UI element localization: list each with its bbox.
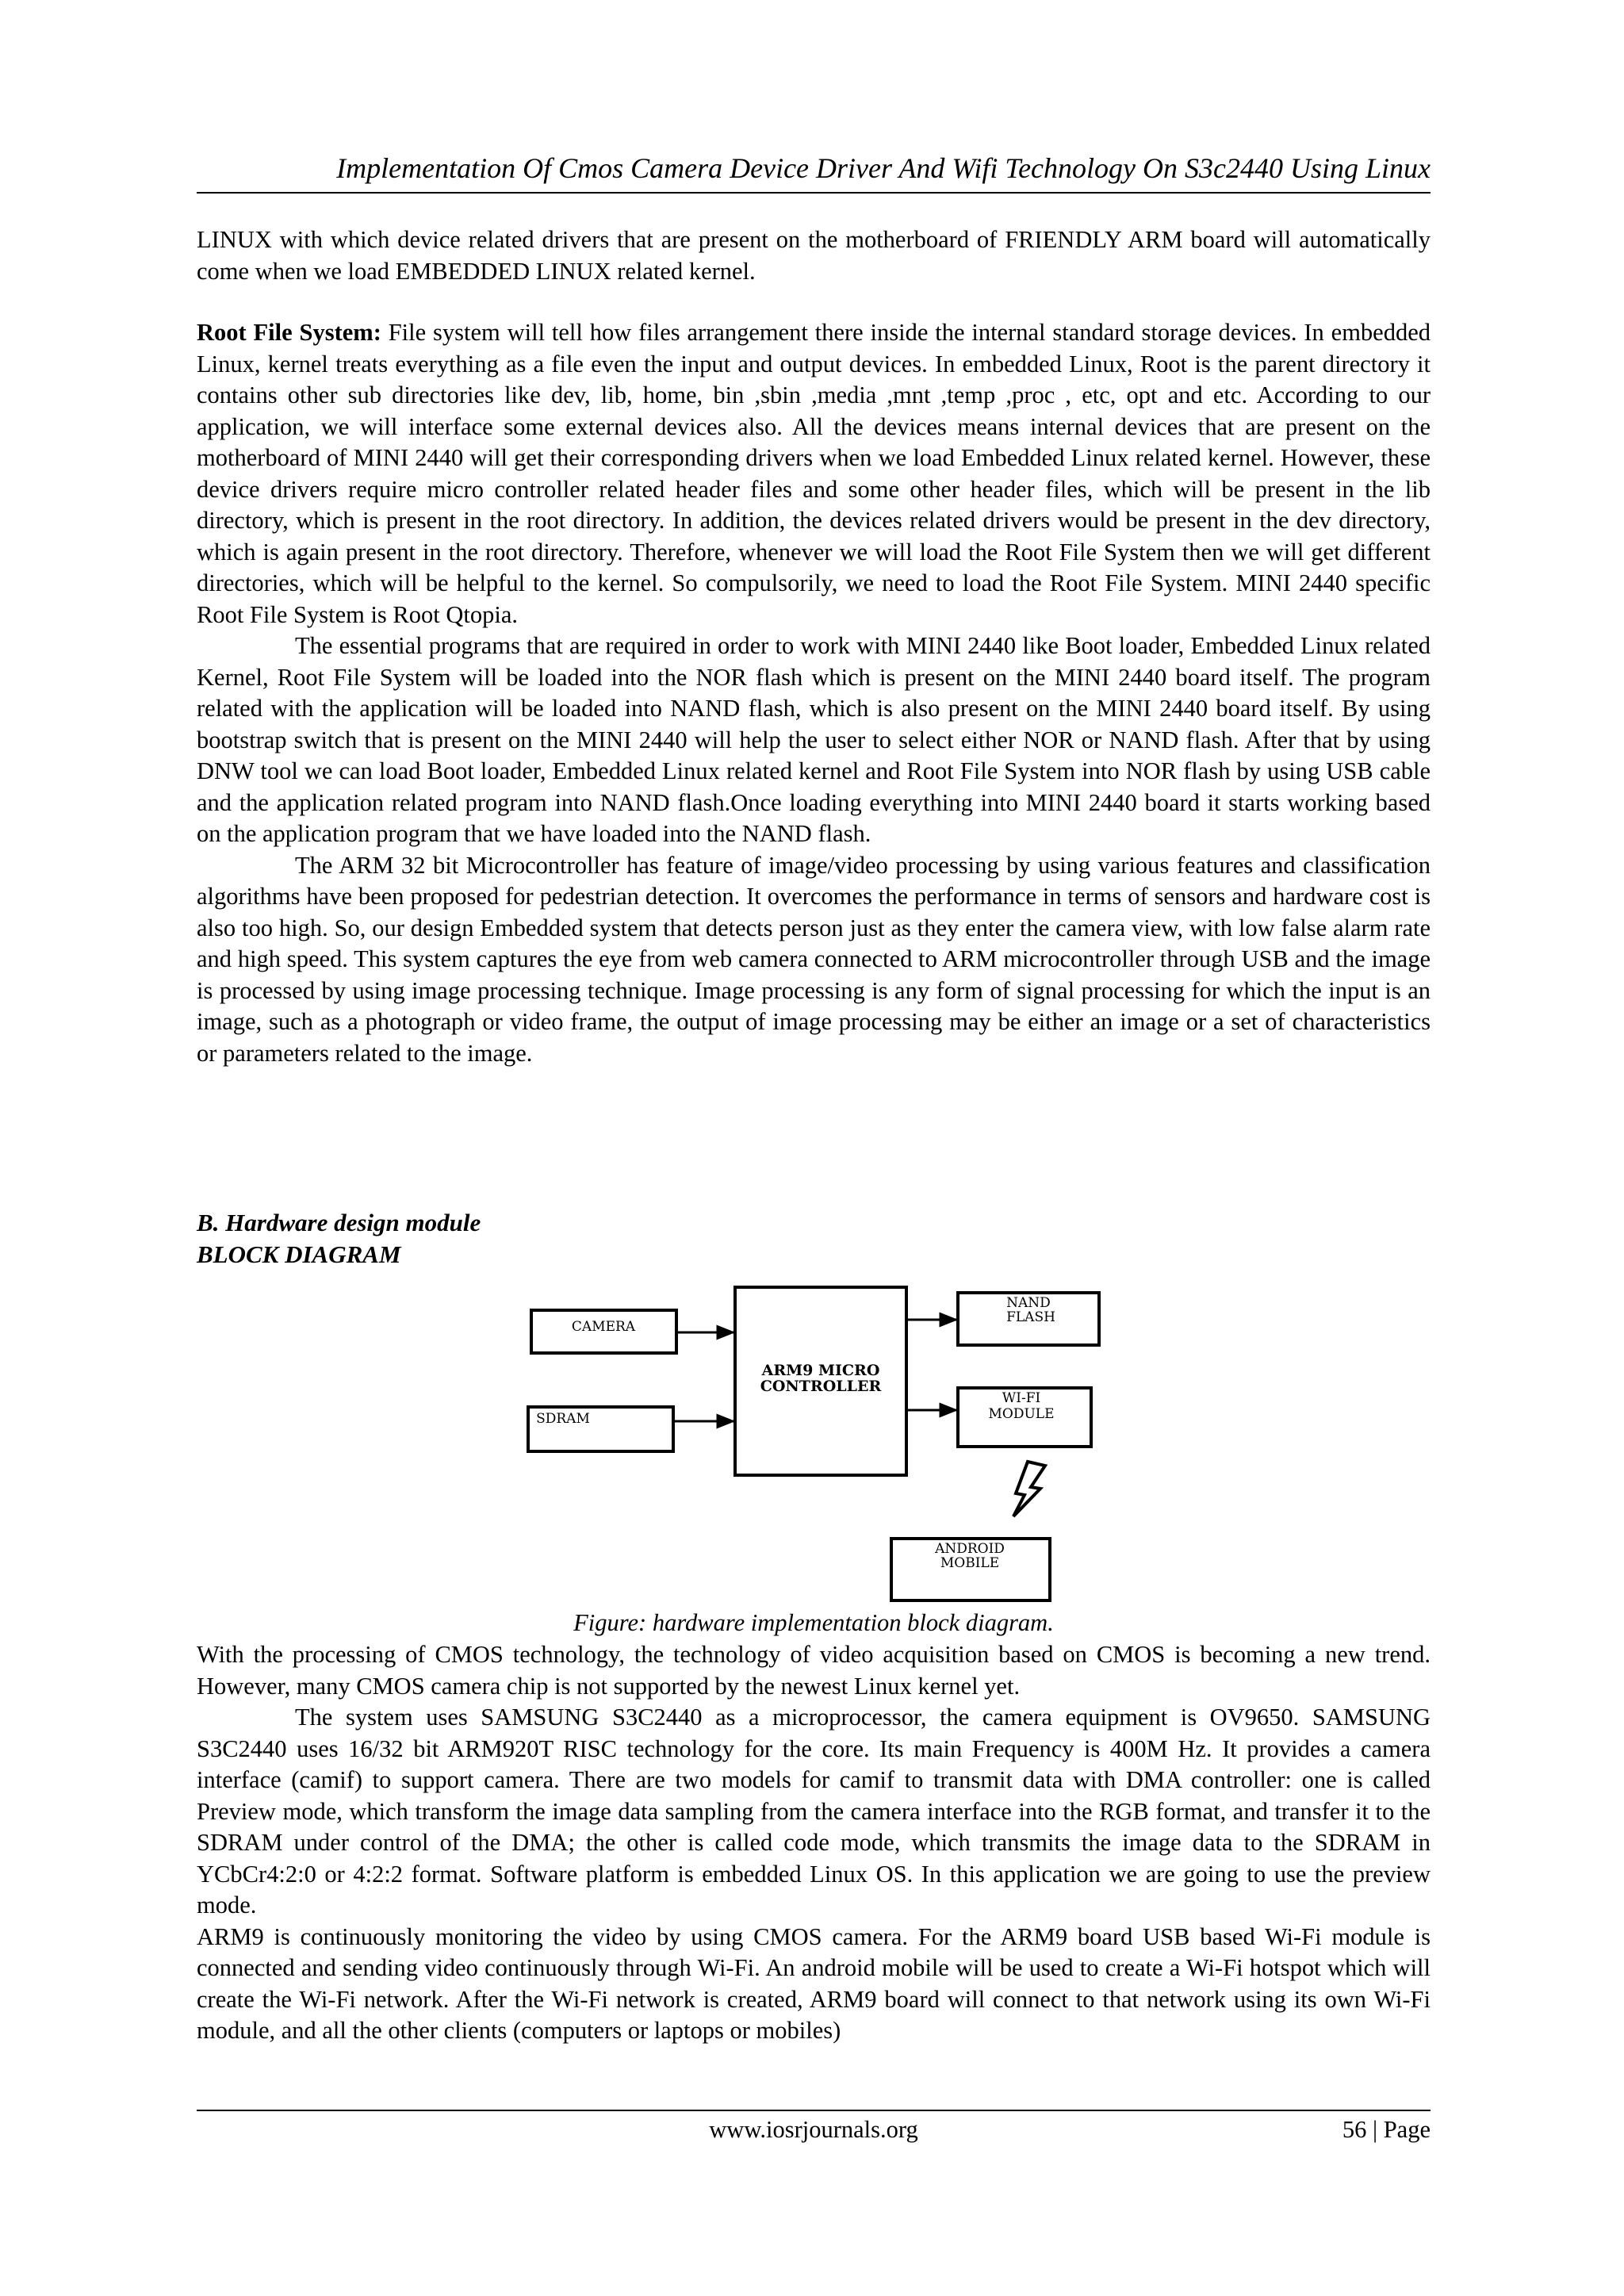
root-file-system-label: Root File System: [197,319,381,346]
arm9-label-line2: CONTROLLER [760,1378,882,1395]
running-header: Implementation Of Cmos Camera Device Driver And Wifi Technology On S3c2440 Using Linux [336,152,1431,184]
footer-rule [197,2110,1431,2111]
wireless-lightning-icon [1013,1462,1045,1516]
nand-label-line1: NAND [1006,1295,1051,1311]
footer-url: www.iosrjournals.org [709,2116,918,2143]
cmos-paragraph: With the processing of CMOS technology, the technology of video acquisition based on CMOS is becoming a new trend. However, many CMOS camera chip is not supported by the newest Linux kernel yet. [197,1641,1431,1700]
system-paragraph: The system uses SAMSUNG S3C2440 as a microprocessor, the camera equipment is OV9650. SAMSUNG S3C2440 uses 16/32 bit ARM920T RISC technology for the core. Its main Frequency is 400M Hz. It provides a camera interface (camif) to support camera. There are two models for camif to transmit data with DMA controller: one is called Preview mode, which transform the image data sampling from the camera interface into the RGB format, and transfer it to the SDRAM under control of the DMA; the other is called code mode, which transmits the image data to the SDRAM in YCbCr4:2:0 or 4:2:2 format. Software platform is embedded Linux OS. In this application we are going to use the preview mode. [197,1704,1431,1918]
android-label-line1: ANDROID [935,1541,1005,1557]
wifi-label-line2: MODULE [988,1406,1055,1422]
intro-paragraph: LINUX with which device related drivers that are present on the motherboard of FRIENDLY ARM board will automatically come when we load EMBEDDED LINUX related kernel. [197,226,1431,285]
wifi-label-line1: WI-FI [1002,1390,1041,1406]
body-text-bottom [197,1639,1431,2047]
section-heading-block [197,1207,910,1271]
root-file-system-text: File system will tell how files arrangement there inside the internal standard storage devices. In embedded Linux, kernel treats everything as a file even the input and output devices. In embedded Linux, Root is the parent directory it contains other sub directories like dev, lib, home, bin ,sbin ,media ,mnt ,temp ,proc , etc, opt and etc. According to our application, we will interface some external devices also. All the devices means internal devices that are present on the motherboard of MINI 2440 will get their corresponding drivers when we load Embedded Linux related kernel. However, these device drivers require micro controller related header files and some other header files, which will be present in the lib directory, which is present in the root directory. In addition, the devices related drivers would be present in the dev directory, which is again present in the root directory. Therefore, whenever we will load the Root File System then we will get different directories, which will be helpful to the kernel. So compulsorily, we need to load the Root File System. MINI 2440 specific Root File System is Root Qtopia. [197,319,1431,628]
arm9-monitoring-paragraph: ARM9 is continuously monitoring the video by using CMOS camera. For the ARM9 board USB based Wi-Fi module is connected and sending video continuously through Wi-Fi. An android mobile will be used to create a Wi-Fi hotspot which will create the Wi-Fi network. After the Wi-Fi network is created, ARM9 board will connect to that network using its own Wi-Fi module, and all the other clients (computers or laptops or mobiles) [197,1922,1431,2044]
block-diagram [515,1269,1118,1610]
android-label-line2: MOBILE [940,1555,1000,1571]
figure-caption: Figure: hardware implementation block diagram. [573,1609,1054,1636]
arm-paragraph: The ARM 32 bit Microcontroller has feature of image/video processing by using various features and classification algorithms have been proposed for pedestrian detection. It overcomes the performance in terms of sensors and hardware cost is also too high. So, our design Embedded system that detects person just as they enter the camera view, with low false alarm rate and high speed. This system captures the eye from web camera connected to ARM microcontroller through USB and the image is processed by using image processing technique. Image processing is any form of signal processing for which the input is an image, such as a photograph or video frame, the output of image processing may be either an image or a set of characteristics or parameters related to the image. [197,851,1431,1067]
body-text-top [197,224,1431,1069]
section-heading: B. Hardware design module [197,1209,481,1236]
header-rule [197,192,1431,194]
block-diagram-heading: BLOCK DIAGRAM [197,1240,401,1268]
camera-label: CAMERA [571,1319,636,1335]
arm9-label-line1: ARM9 MICRO [761,1362,880,1379]
sdram-label: SDRAM [536,1411,590,1427]
programs-paragraph: The essential programs that are required in order to work with MINI 2440 like Boot loader, Embedded Linux related Kernel, Root File System will be loaded into the NOR flash which is present on the MINI 2440 board itself. The program related with the application will be loaded into NAND flash, which is also present on the MINI 2440 board itself. By using bootstrap switch that is present on the MINI 2440 will help the user to select either NOR or NAND flash. After that by using DNW tool we can load Boot loader, Embedded Linux related kernel and Root File System into NOR flash by using USB cable and the application related program into NAND flash.Once loading everything into MINI 2440 board it starts working based on the application program that we have loaded into the NAND flash. [197,632,1431,847]
nand-label-line2: FLASH [1006,1309,1055,1325]
footer-page-number: 56 | Page [1342,2116,1431,2143]
root-file-system-paragraph [197,317,1431,631]
